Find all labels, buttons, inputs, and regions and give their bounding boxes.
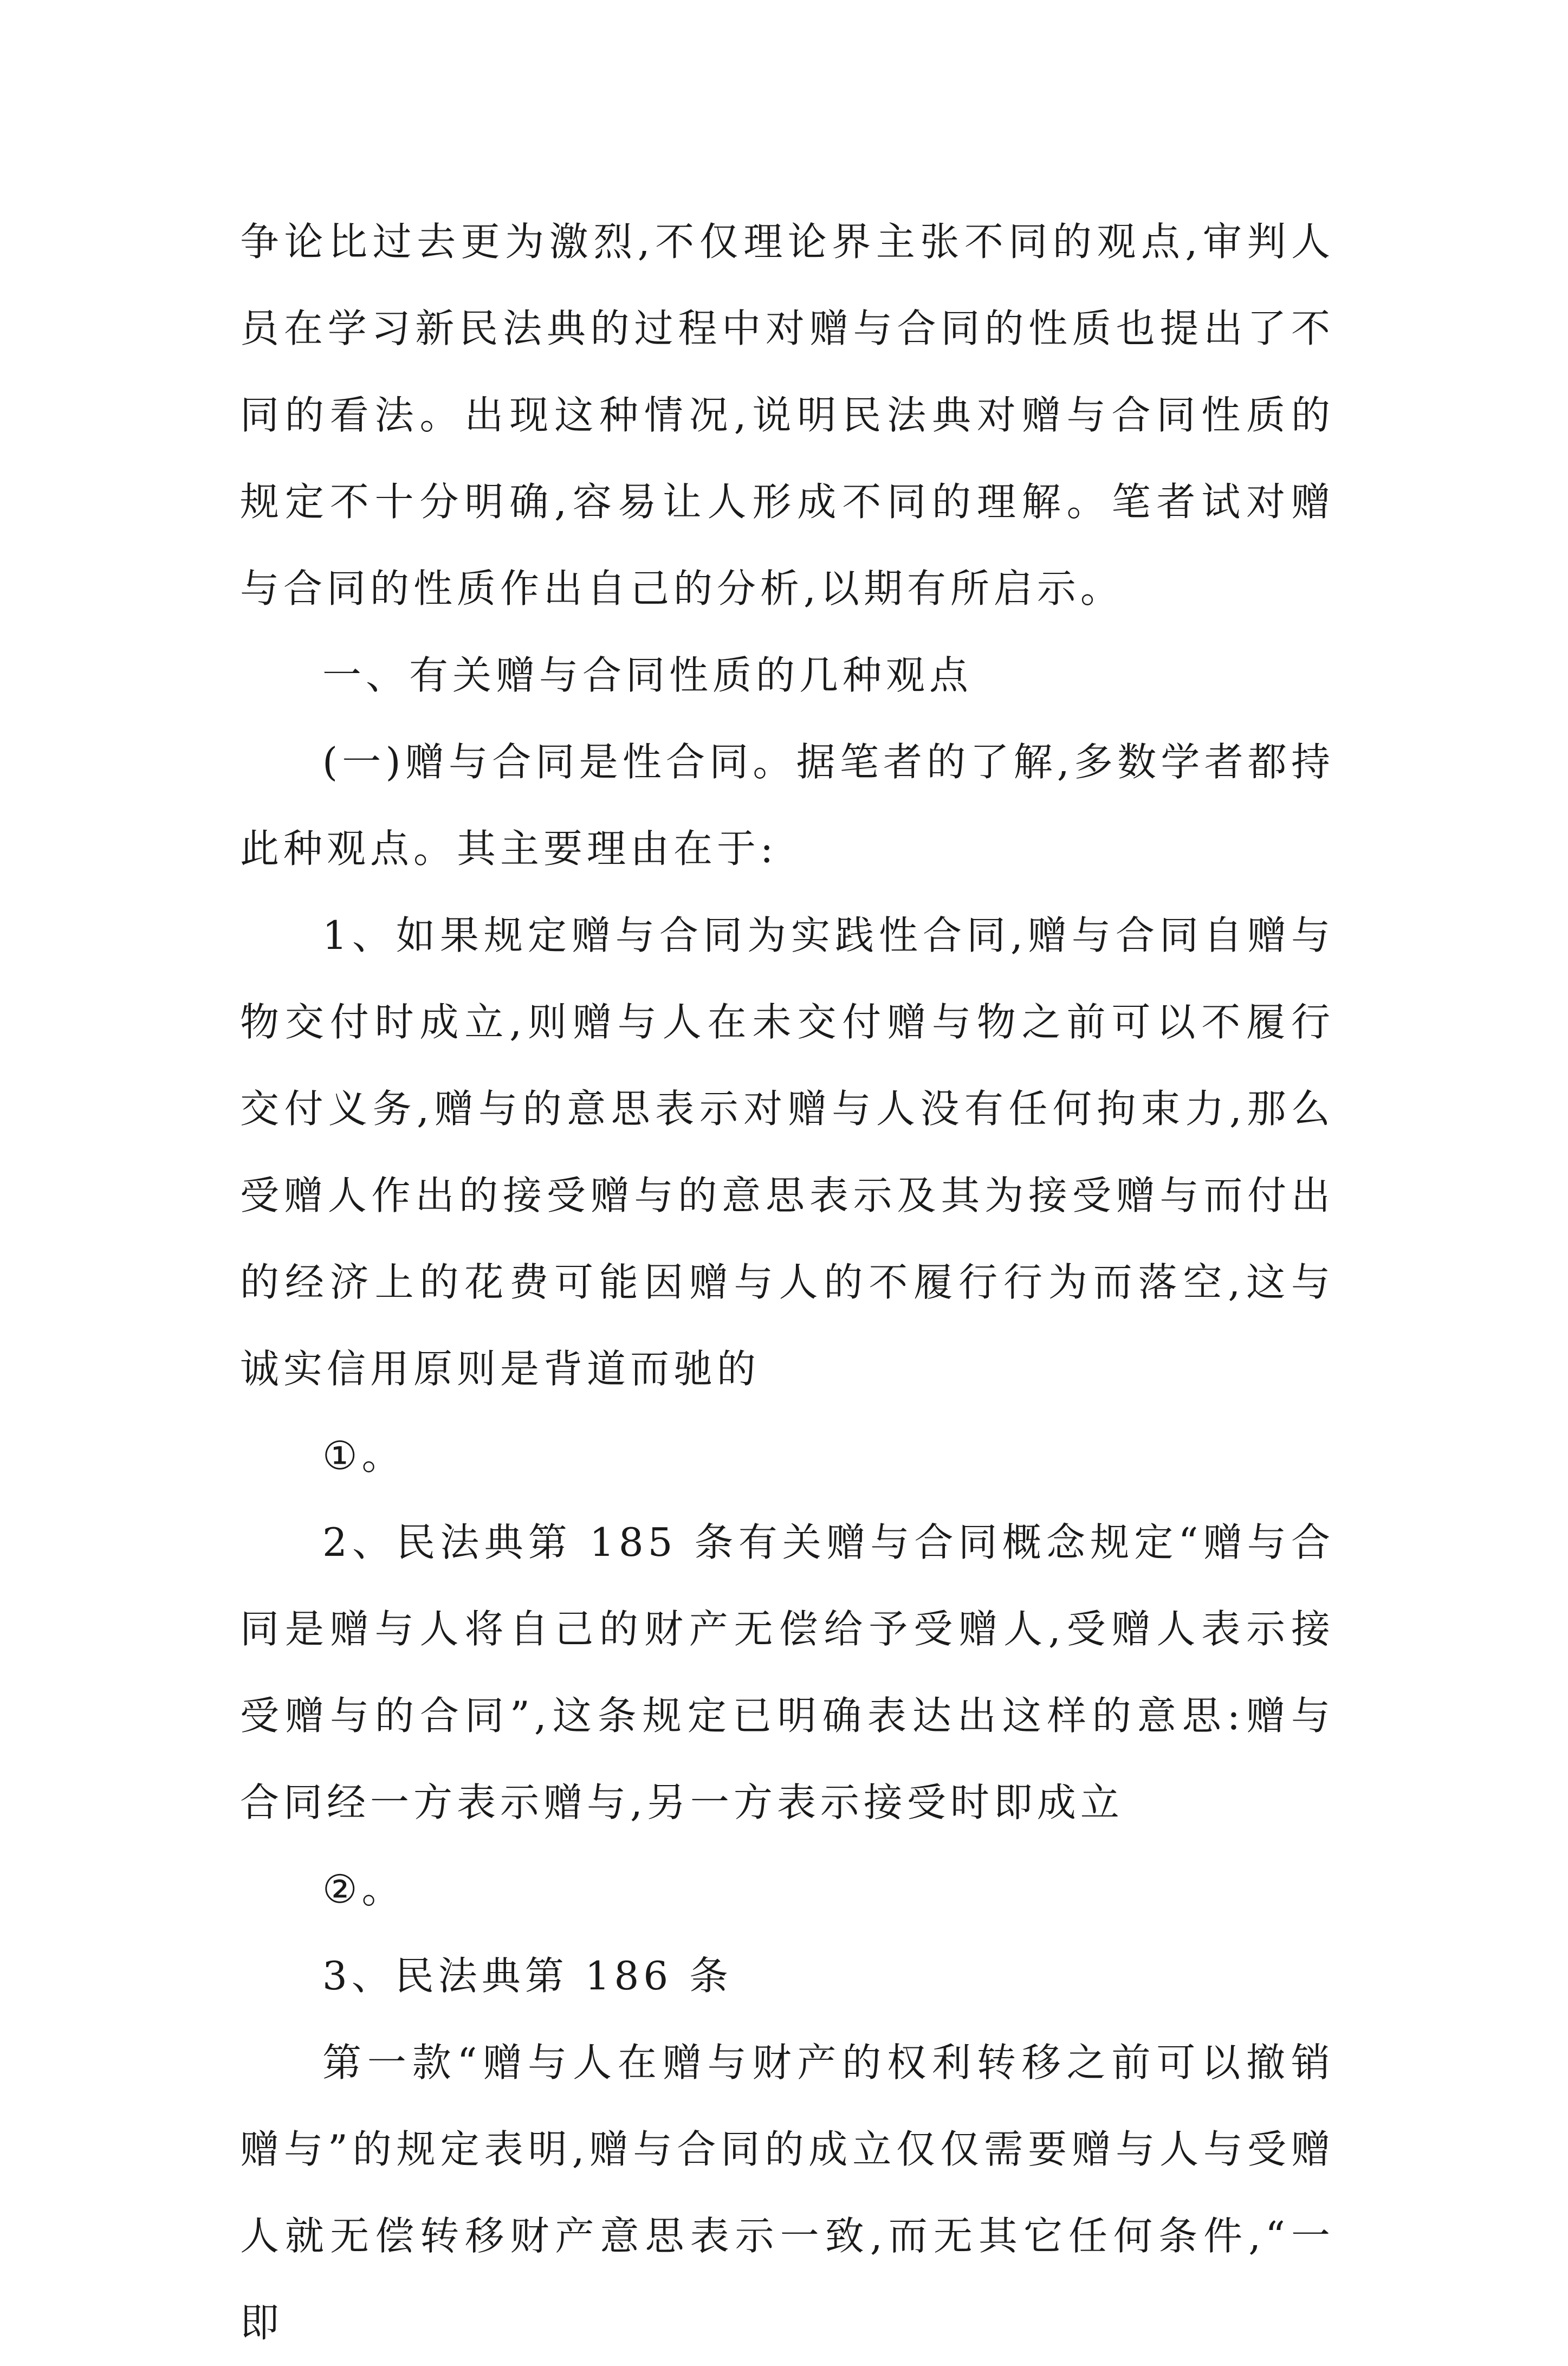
paragraph-clause: 第一款“赠与人在赠与财产的权利转移之前可以撤销赠与”的规定表明,赠与合同的成立仅仅需要赠与人与受赠人就无偿转移财产意思表示一致,而无其它任何条件,“一即 [240,2040,1334,2345]
body-text [240,198,1334,2366]
footnote-marker-1: ①。 [322,1433,405,1478]
section-heading: 一、有关赠与合同性质的几种观点 [322,652,973,698]
paragraph-point-3: 3、民法典第 186 条 [322,1953,733,1999]
subsection-heading: (一)赠与合同是性合同。据笔者的了解,多数学者都持此种观点。其主要理由在于: [240,739,1334,871]
paragraph-point-2: 2、民法典第 185 条有关赠与合同概念规定“赠与合同是赠与人将自己的财产无偿给予受赠人,受赠人表示接受赠与的合同”,这条规定已明确表达出这样的意思:赠与合同经一方表示赠与,另一方表示接受时即成立 [240,1520,1334,1825]
paragraph-continuation: 争论比过去更为激烈,不仅理论界主张不同的观点,审判人员在学习新民法典的过程中对赠与合同的性质也提出了不同的看法。出现这种情况,说明民法典对赠与合同性质的规定不十分明确,容易让人形成不同的理解。笔者试对赠与合同的性质作出自己的分析,以期有所启示。 [240,219,1334,611]
paragraph-point-1: 1、如果规定赠与合同为实践性合同,赠与合同自赠与物交付时成立,则赠与人在未交付赠与物之前可以不履行交付义务,赠与的意思表示对赠与人没有任何拘束力,那么受赠人作出的接受赠与的意思表示及其为接受赠与而付出的经济上的花费可能因赠与人的不履行行为而落空,这与诚实信用原则是背道而驰的 [240,913,1334,1392]
footnote-marker-2: ②。 [322,1866,405,1912]
